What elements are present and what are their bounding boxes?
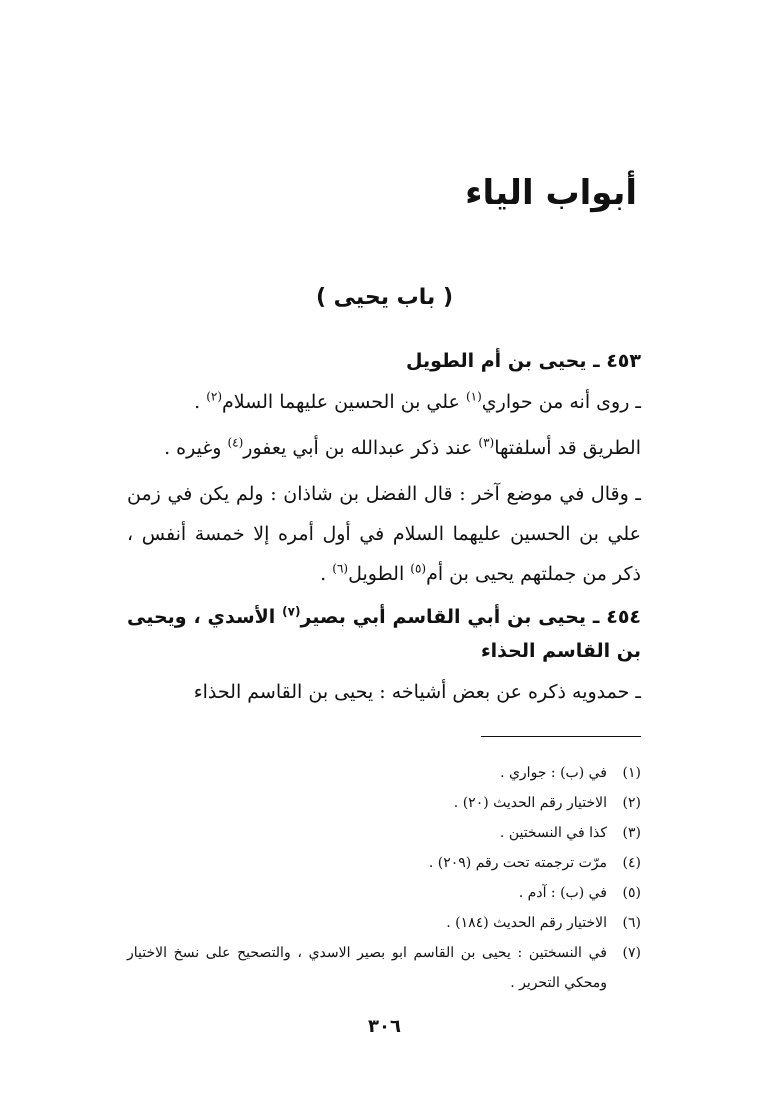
narration-paragraph [127,672,641,712]
footnote-separator [481,736,641,737]
footnote-item [127,908,641,938]
footnote-reference: (٣) [478,435,495,450]
footnotes-list [127,758,641,998]
footnote-reference: (٤) [227,435,244,450]
footnote-number: (٢) [622,795,641,811]
footnote-text: مرّت ترجمته تحت رقم (٢٠٩) . [428,855,607,871]
footnote-item [127,848,641,878]
footnote-text: الاختيار رقم الحديث (٢٠) . [453,795,607,811]
text-segment: ـ حمدويه ذكره عن بعض أشياخه : يحيى بن القاسم الحذاء [193,681,641,703]
footnote-number: (٧) [622,945,641,961]
footnote-text: كذا في النسختين . [499,825,607,841]
text-segment: الطريق قد أسلفتها [494,437,641,459]
footnote-item [127,788,641,818]
text-segment: وغيره . [164,437,228,459]
entry-heading-454 [127,600,641,668]
footnote-number: (٦) [622,915,641,931]
narration-paragraph [127,428,641,468]
narration-paragraph [127,382,641,422]
text-segment: . [194,391,207,413]
footnote-reference: (١) [465,389,482,404]
footnote-reference: (٧) [282,604,301,619]
entry-heading-453: ٤٥٣ ـ يحيى بن أم الطويل [405,350,641,372]
footnote-reference: (٦) [332,561,349,576]
footnote-reference: (٢) [206,389,223,404]
text-segment: ٤٥٤ ـ يحيى بن أبي القاسم أبي بصير [300,606,642,628]
footnote-item [127,818,641,848]
main-text [127,344,641,718]
text-segment: ـ روى أنه من حواري [481,391,641,413]
footnote-number: (٥) [622,885,641,901]
text-segment: الطويل [348,563,411,585]
footnote-item [127,878,641,908]
footnote-item [127,938,641,998]
text-segment: . [320,563,333,585]
footnote-number: (١) [622,765,641,781]
footnote-item [127,758,641,788]
text-segment: ـ وقال في موضع آخر : قال الفضل بن شاذان : ولم يكن في زمن علي بن الحسين عليهما السلام في أول أمره إلا خمسة أنفس ، ذكر من جملتهم يحيى بن أم [127,483,641,585]
footnote-text: الاختيار رقم الحديث (١٨٤) . [446,915,607,931]
footnote-number: (٣) [622,825,641,841]
text-segment: الأسدي ، ويحيى بن القاسم الحذاء [127,606,641,662]
section-title: ( باب يحيى ) [315,285,454,310]
footnote-text: في النسختين : يحيى بن القاسم ابو بصير الاسدي ، والتصحيح على نسخ الاختيار ومحكي التحرير . [127,945,607,991]
footnote-text: في (ب) : جواري . [500,765,607,781]
page-number: ٣٠٦ [368,1016,401,1037]
text-segment: عند ذكر عبدالله بن أبي يعفور [243,437,479,459]
narration-paragraph [127,474,641,594]
footnote-reference: (٥) [410,561,427,576]
text-segment: علي بن الحسين عليهما السلام [222,391,466,413]
footnote-text: في (ب) : آدم . [518,885,607,901]
chapter-title: أبواب الياء [465,173,637,213]
footnote-number: (٤) [622,855,641,871]
